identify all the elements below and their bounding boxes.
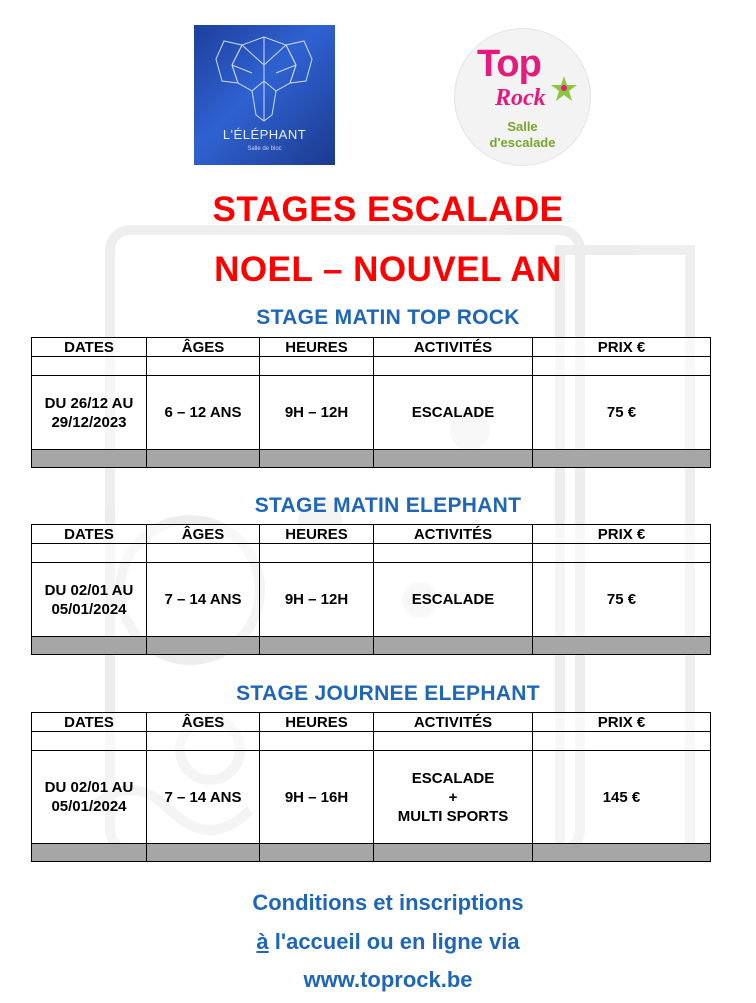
footer-cell: [533, 844, 711, 862]
main-title-line2: NOEL – NOUVEL AN: [214, 250, 562, 289]
dates-cell: [32, 751, 147, 844]
footer-accueil: [0, 929, 756, 955]
activity-line: ESCALADE: [411, 769, 495, 787]
column-header-activities: ACTIVITÉS: [374, 713, 533, 732]
column-header-ages: ÂGES: [147, 713, 260, 732]
column-header-dates: DATES: [32, 338, 147, 357]
stage-1-table: [31, 337, 711, 468]
blank-cell: [374, 357, 533, 376]
toprock-logo: [454, 28, 591, 166]
dates-line: 05/01/2024: [51, 798, 127, 815]
blank-cell: [147, 544, 260, 563]
footer-cell: [147, 844, 260, 862]
activities-cell: [374, 376, 533, 450]
blank-cell: [533, 732, 711, 751]
column-header-activities: ACTIVITÉS: [374, 525, 533, 544]
column-header-price: PRIX €: [533, 713, 711, 732]
footer-cell: [374, 637, 533, 655]
main-title-line1: STAGES ESCALADE: [212, 190, 564, 229]
dates-line: DU 02/01 AU: [44, 779, 134, 796]
stage-3-table: [31, 712, 711, 862]
dates-line: DU 26/12 AU: [44, 394, 134, 412]
column-header-hours: HEURES: [260, 525, 374, 544]
blank-cell: [533, 544, 711, 563]
column-header-activities: ACTIVITÉS: [374, 338, 533, 357]
ages-cell: 7 – 14 ANS: [147, 751, 260, 844]
blank-cell: [374, 544, 533, 563]
toprock-logo-line1: Salle: [507, 119, 538, 134]
blank-cell: [32, 732, 147, 751]
blank-cell: [260, 732, 374, 751]
activity-line: ESCALADE: [411, 591, 495, 608]
elephant-logo-name: L'ÉLÉPHANT: [222, 127, 307, 142]
blank-cell: [533, 357, 711, 376]
ages-cell: 6 – 12 ANS: [147, 376, 260, 450]
footer-cell: [147, 637, 260, 655]
blank-cell: [147, 732, 260, 751]
blank-cell: [32, 357, 147, 376]
blank-cell: [260, 357, 374, 376]
footer-cell: [32, 637, 147, 655]
toprock-logo-top: Top: [477, 43, 541, 85]
stage-2-title: STAGE MATIN ELEPHANT: [254, 494, 522, 517]
footer-cell: [374, 844, 533, 862]
toprock-logo-rock: Rock: [495, 85, 546, 111]
footer-conditions: Conditions et inscriptions: [252, 890, 524, 915]
column-header-ages: ÂGES: [147, 525, 260, 544]
footer-cell: [32, 844, 147, 862]
ages-cell: 7 – 14 ANS: [147, 563, 260, 637]
dates-cell: [32, 376, 147, 450]
stage-2-table: [31, 524, 711, 655]
dates-cell: [32, 563, 147, 637]
footer-cell: [260, 450, 374, 468]
activity-line: ESCALADE: [411, 404, 495, 421]
dates-line: DU 02/01 AU: [44, 581, 134, 599]
footer-cell: [32, 450, 147, 468]
toprock-logo-line2: d'escalade: [489, 135, 556, 150]
dates-line: 29/12/2023: [51, 413, 127, 431]
activities-cell: [374, 751, 533, 844]
footer-cell: [260, 844, 374, 862]
footer-cell: [260, 637, 374, 655]
column-header-dates: DATES: [32, 713, 147, 732]
elephant-head-icon: [194, 25, 335, 125]
activity-line: +: [448, 788, 458, 806]
elephant-logo: [194, 25, 335, 165]
stage-3-title: STAGE JOURNEE ELEPHANT: [236, 682, 540, 705]
footer-cell: [533, 637, 711, 655]
footer-website-link[interactable]: www.toprock.be: [303, 967, 473, 992]
column-header-hours: HEURES: [260, 338, 374, 357]
hours-cell: 9H – 12H: [260, 376, 374, 450]
activities-cell: [374, 563, 533, 637]
price-cell: 75 €: [533, 563, 711, 637]
blank-cell: [374, 732, 533, 751]
price-cell: 145 €: [533, 751, 711, 844]
hours-cell: 9H – 16H: [260, 751, 374, 844]
footer-accueil-text: l'accueil ou en ligne via: [268, 929, 520, 954]
footer-cell: [374, 450, 533, 468]
blank-cell: [147, 357, 260, 376]
column-header-hours: HEURES: [260, 713, 374, 732]
price-cell: 75 €: [533, 376, 711, 450]
dates-line: 05/01/2024: [51, 600, 127, 618]
footer-cell: [147, 450, 260, 468]
column-header-price: PRIX €: [533, 338, 711, 357]
footer-underlined-a: à: [256, 929, 269, 954]
footer-cell: [533, 450, 711, 468]
column-header-dates: DATES: [32, 525, 147, 544]
blank-cell: [32, 544, 147, 563]
stage-1-title: STAGE MATIN TOP ROCK: [256, 306, 520, 329]
column-header-price: PRIX €: [533, 525, 711, 544]
blank-cell: [260, 544, 374, 563]
activity-line: MULTI SPORTS: [397, 807, 509, 825]
elephant-logo-subtitle: Salle de bloc: [247, 146, 282, 152]
climber-star-icon: [549, 75, 579, 105]
hours-cell: 9H – 12H: [260, 563, 374, 637]
column-header-ages: ÂGES: [147, 338, 260, 357]
